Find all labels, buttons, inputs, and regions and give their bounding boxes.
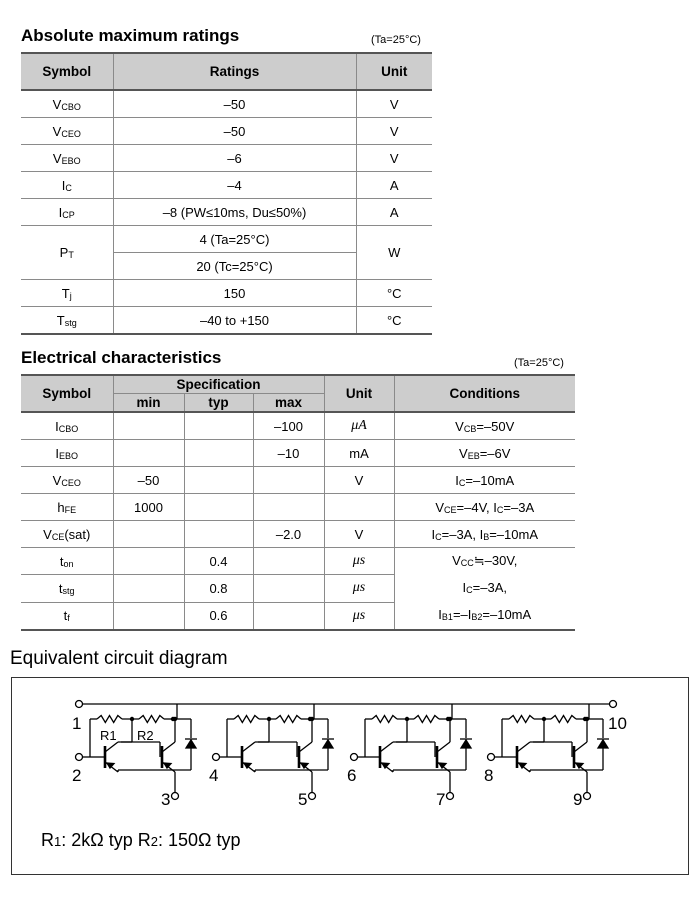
pin-label: 4 xyxy=(209,766,219,785)
pin-label: 3 xyxy=(161,790,171,809)
rating-cell: –40 to +150 xyxy=(113,307,356,335)
resistor-symbol xyxy=(372,716,397,723)
pin-terminal xyxy=(584,793,591,800)
symbol-cell: VCEO xyxy=(21,467,113,494)
unit-cell: V xyxy=(356,118,432,145)
diode-symbol xyxy=(461,740,471,748)
symbol-cell: Tstg xyxy=(21,307,113,335)
pin-terminal xyxy=(76,754,83,761)
rating-cell: –4 xyxy=(113,172,356,199)
unit-cell: °C xyxy=(356,307,432,335)
col-header-typ: typ xyxy=(184,394,253,413)
symbol-cell: IC xyxy=(21,172,113,199)
unit-cell: μs xyxy=(324,548,394,575)
symbol-cell: hFE xyxy=(21,494,113,521)
transistor-q1-arrow xyxy=(519,763,526,768)
unit-cell: mA xyxy=(324,440,394,467)
unit-cell: °C xyxy=(356,280,432,307)
transistor-q2-arrow xyxy=(164,763,171,768)
symbol-cell: VEBO xyxy=(21,145,113,172)
symbol-cell: IEBO xyxy=(21,440,113,467)
conditions-cell: IC=–3A, IB=–10mA xyxy=(394,521,575,548)
unit-cell: V xyxy=(356,90,432,118)
switching-condition-line: IC=–3A, xyxy=(462,580,507,595)
pin-terminal xyxy=(610,701,617,708)
unit-cell: V xyxy=(324,521,394,548)
rating-cell: –50 xyxy=(113,90,356,118)
resistor-label-r2: R2 xyxy=(137,728,154,743)
conditions-cell: VCE=–4V, IC=–3A xyxy=(394,494,575,521)
min-cell: –50 xyxy=(113,467,184,494)
typ-cell: 0.8 xyxy=(184,575,253,602)
col-header-min: min xyxy=(113,394,184,413)
col-header-conditions: Conditions xyxy=(394,375,575,412)
unit-cell: μs xyxy=(324,575,394,602)
col-header-symbol: Symbol xyxy=(21,375,113,412)
resistor-symbol xyxy=(414,716,439,723)
transistor-q2-collector xyxy=(437,742,450,752)
typ-cell: 0.4 xyxy=(184,548,253,575)
abs-ratings-note: (Ta=25°C) xyxy=(371,34,421,46)
conditions-cell: IC=–10mA xyxy=(394,467,575,494)
pin-label: 10 xyxy=(608,714,627,733)
max-cell: –10 xyxy=(253,440,324,467)
pin-label: 8 xyxy=(484,766,494,785)
transistor-q1-collector xyxy=(517,742,530,752)
pin-terminal xyxy=(213,754,220,761)
unit-cell: V xyxy=(324,467,394,494)
circuit-title: Equivalent circuit diagram xyxy=(10,648,228,669)
resistor-symbol xyxy=(97,716,122,723)
symbol-cell: Tj xyxy=(21,280,113,307)
pin-terminal xyxy=(351,754,358,761)
switching-condition-line: IB1=–IB2=–10mA xyxy=(438,607,532,622)
transistor-q1-collector xyxy=(380,742,393,752)
resistor-symbol xyxy=(551,716,576,723)
unit-cell: μA xyxy=(324,412,394,440)
pin-label: 5 xyxy=(298,790,308,809)
unit-cell: W xyxy=(356,226,432,280)
symbol-cell: VCE(sat) xyxy=(21,521,113,548)
col-header-max: max xyxy=(253,394,324,413)
transistor-q1-collector xyxy=(105,742,118,752)
unit-cell: V xyxy=(356,145,432,172)
symbol-cell: ICP xyxy=(21,199,113,226)
pin-terminal xyxy=(76,701,83,708)
pin-terminal xyxy=(172,793,179,800)
pin-label: 2 xyxy=(72,766,82,785)
symbol-cell: VCBO xyxy=(21,90,113,118)
abs-ratings-title: Absolute maximum ratings xyxy=(21,26,240,45)
unit-cell: μs xyxy=(324,602,394,630)
transistor-q1-arrow xyxy=(107,763,114,768)
diode-symbol xyxy=(186,740,196,748)
transistor-q1-collector xyxy=(242,742,255,752)
diode-symbol xyxy=(598,740,608,748)
rating-cell: 4 (Ta=25°C) xyxy=(113,226,356,253)
elec-char-title: Electrical characteristics xyxy=(21,348,222,367)
symbol-cell: ton xyxy=(21,548,113,575)
resistor-symbol xyxy=(509,716,534,723)
max-cell: –2.0 xyxy=(253,521,324,548)
conditions-cell: VEB=–6V xyxy=(394,440,575,467)
resistor-symbol xyxy=(139,716,164,723)
symbol-cell: tf xyxy=(21,602,113,630)
max-cell: –100 xyxy=(253,412,324,440)
unit-cell: A xyxy=(356,172,432,199)
symbol-cell: tstg xyxy=(21,575,113,602)
rating-cell: 150 xyxy=(113,280,356,307)
rating-cell: –50 xyxy=(113,118,356,145)
transistor-q2-arrow xyxy=(439,763,446,768)
col-header-symbol: Symbol xyxy=(21,53,113,90)
transistor-q2-collector xyxy=(574,742,587,752)
unit-cell: A xyxy=(356,199,432,226)
resistor-symbol xyxy=(234,716,259,723)
pin-label: 6 xyxy=(347,766,357,785)
pin-label: 1 xyxy=(72,714,82,733)
typ-cell: 0.6 xyxy=(184,602,253,630)
col-header-unit: Unit xyxy=(356,53,432,90)
col-header-ratings: Ratings xyxy=(113,53,356,90)
pin-terminal xyxy=(488,754,495,761)
pin-terminal xyxy=(447,793,454,800)
transistor-q2-collector xyxy=(299,742,312,752)
pin-label: 9 xyxy=(573,790,583,809)
resistor-legend: R1: 2kΩ typ R2: 150Ω typ xyxy=(41,830,241,850)
symbol-cell: PT xyxy=(21,226,113,280)
transistor-q1-arrow xyxy=(244,763,251,768)
transistor-q2-collector xyxy=(162,742,175,752)
elec-char-note: (Ta=25°C) xyxy=(514,357,564,369)
conditions-cell: VCB=–50V xyxy=(394,412,575,440)
col-header-unit: Unit xyxy=(324,375,394,412)
switching-condition-line: VCC≒–30V, xyxy=(452,553,518,568)
diode-symbol xyxy=(323,740,333,748)
transistor-q2-arrow xyxy=(576,763,583,768)
rating-cell: –8 (PW≤10ms, Du≤50%) xyxy=(113,199,356,226)
symbol-cell: VCEO xyxy=(21,118,113,145)
pin-label: 7 xyxy=(436,790,446,809)
rating-cell: –6 xyxy=(113,145,356,172)
symbol-cell: ICBO xyxy=(21,412,113,440)
transistor-q2-arrow xyxy=(301,763,308,768)
resistor-symbol xyxy=(276,716,301,723)
min-cell: 1000 xyxy=(113,494,184,521)
rating-cell: 20 (Tc=25°C) xyxy=(113,253,356,280)
resistor-label-r1: R1 xyxy=(100,728,117,743)
pin-terminal xyxy=(309,793,316,800)
transistor-q1-arrow xyxy=(382,763,389,768)
col-header-specification: Specification xyxy=(113,375,324,394)
